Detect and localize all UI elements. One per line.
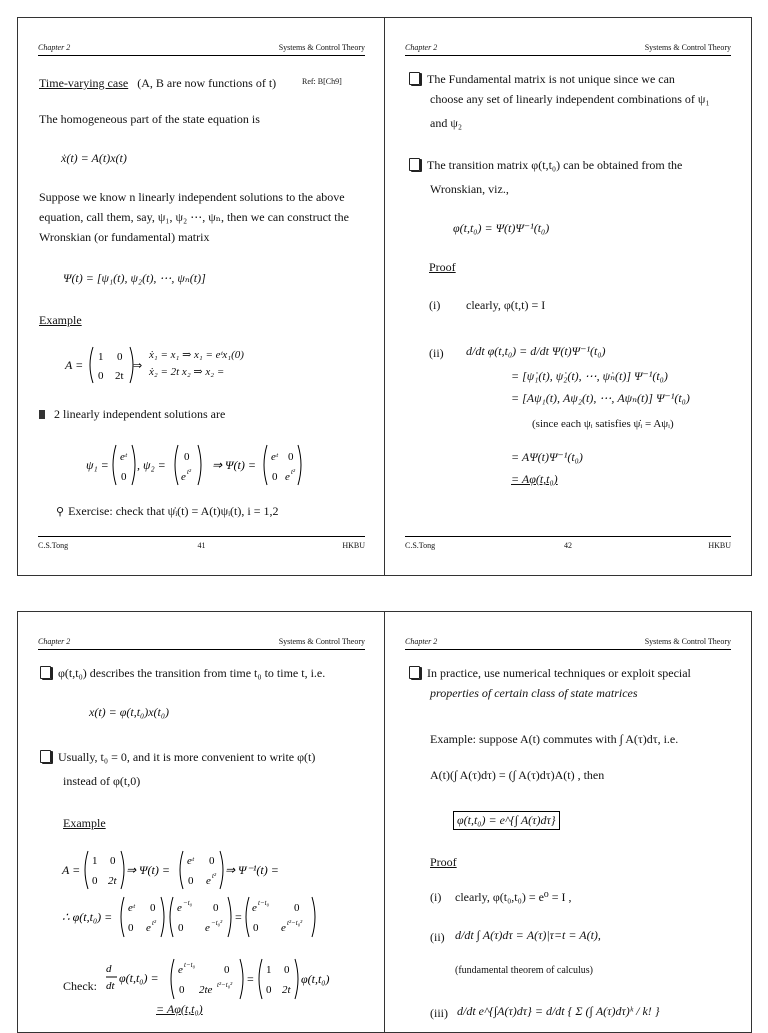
svg-text:φ(t,t₀) =: φ(t,t₀) =: [119, 971, 159, 985]
svg-text:0: 0: [213, 902, 219, 914]
equation-x1: ẋ₁ = x₁ ⇒ x₁ = eᵗx₁(0): [149, 349, 244, 361]
org-label: HKBU: [342, 541, 365, 550]
svg-text:−t₀: −t₀: [183, 899, 193, 907]
svg-text:=: =: [235, 910, 242, 924]
solution-vectors-svg: [86, 442, 301, 488]
bullet-text: Usually, t₀ = 0, and it is more convenient to write φ(t): [58, 750, 316, 764]
svg-text:0: 0: [92, 875, 98, 887]
svg-text:t²: t²: [187, 468, 192, 476]
derivation-result: = Aφ(t,t₀): [511, 472, 558, 486]
svg-text:=: =: [247, 972, 254, 986]
derivation-line: d/dt φ(t,t₀) = d/dt Ψ(t)Ψ⁻¹(t₀): [466, 344, 606, 358]
svg-text:0: 0: [179, 984, 185, 996]
derivation-line: = [ψ̇₁(t), ψ̇₂(t), ⋯, ψ̇ₙ(t)] Ψ⁻¹(t₀): [511, 369, 668, 383]
svg-text:−t₀²: −t₀²: [211, 919, 223, 927]
proof-step-text: d/dt e^{∫A(τ)dτ} = d/dt { Σ (∫ A(τ)dτ)ᵏ / k! }: [457, 1004, 660, 1018]
slide-header: [405, 637, 731, 650]
svg-text:A =: A =: [65, 358, 84, 372]
svg-text:e: e: [146, 922, 151, 934]
chapter-label: Chapter 2: [38, 43, 71, 52]
svg-text:eᵗ: eᵗ: [187, 855, 194, 867]
section-title: Time-varying case: [39, 76, 129, 90]
section-title-note: (A, B are now functions of t): [137, 76, 277, 90]
check-equation: [106, 956, 336, 1006]
equation-x2: ẋ₂ = 2t x₂ ⇒ x₂ =: [149, 366, 225, 378]
svg-text:e: e: [206, 875, 211, 887]
slide-44: [384, 611, 752, 1033]
proof-heading: Proof: [429, 260, 456, 274]
svg-text:⇒ Ψ(t) =: ⇒ Ψ(t) =: [212, 458, 256, 472]
slide-footer: [405, 536, 731, 551]
course-label: Systems & Control Theory: [644, 43, 731, 52]
exercise-text: Exercise: check that ψ̇ᵢ(t) = A(t)ψᵢ(t), i = 1,2: [68, 504, 279, 518]
example-matrices-row2: [62, 894, 327, 944]
check-result: = Aφ(t,t₀): [156, 1002, 203, 1016]
proof-note: (fundamental theorem of calculus): [455, 965, 593, 976]
page-number: 41: [197, 541, 206, 550]
proof-step-text: clearly, φ(t,t) = I: [466, 298, 546, 312]
svg-text:0: 0: [188, 875, 194, 887]
proof-step-label: (i): [430, 890, 442, 904]
svg-text:t²: t²: [212, 872, 217, 880]
proof-step-text: d/dt ∫ A(τ)dτ = A(τ)|τ=t = A(t),: [455, 928, 601, 942]
proof-heading: Proof: [430, 855, 457, 869]
svg-text:t²: t²: [152, 919, 157, 927]
svg-text:∴ φ(t,t₀) =: ∴ φ(t,t₀) =: [62, 910, 113, 924]
author-label: C.S.Tong: [405, 541, 436, 550]
svg-text:0: 0: [178, 922, 184, 934]
bullet-icon: [40, 666, 51, 679]
svg-text:0: 0: [284, 964, 290, 976]
example-heading: Example: [39, 313, 82, 327]
matrix-a: [65, 344, 143, 390]
svg-text:t−t₀: t−t₀: [258, 899, 270, 907]
example-text: A(t)(∫ A(τ)dτ) = (∫ A(τ)dτ)A(t) , then: [430, 768, 605, 782]
bullet-text: The Fundamental matrix is not unique since we can: [427, 72, 675, 86]
org-label: HKBU: [708, 541, 731, 550]
bullet-text: instead of φ(t,0): [63, 774, 141, 788]
slide-header: [38, 43, 365, 56]
paragraph: Suppose we know n linearly independent solutions to the above: [39, 190, 345, 204]
svg-text:eᵗ: eᵗ: [271, 451, 278, 463]
paragraph: Wronskian (or fundamental) matrix: [39, 230, 210, 244]
svg-text:d: d: [106, 963, 112, 975]
check-equation-svg: [106, 956, 336, 1002]
svg-text:t−t₀: t−t₀: [184, 961, 196, 969]
slide-42: [384, 17, 752, 576]
example-matrices-row1-svg: [62, 848, 292, 892]
svg-text:2t: 2t: [282, 984, 291, 996]
svg-text:e: e: [252, 902, 257, 914]
bullet-icon: [409, 158, 420, 171]
paragraph: The homogeneous part of the state equation is: [39, 112, 260, 126]
svg-text:0: 0: [117, 351, 123, 363]
svg-text:0: 0: [184, 451, 190, 463]
svg-text:0: 0: [224, 964, 230, 976]
course-label: Systems & Control Theory: [278, 43, 365, 52]
bullet-text: and ψ₂: [430, 116, 463, 130]
slide-41: [17, 17, 386, 576]
bullet-text: In practice, use numerical techniques or exploit special: [427, 666, 691, 680]
svg-text:0: 0: [128, 922, 134, 934]
chapter-label: Chapter 2: [38, 637, 71, 646]
wronskian-equation: Ψ(t) = [ψ₁(t), ψ₂(t), ⋯, ψₙ(t)]: [63, 271, 206, 285]
example-heading: Example: [63, 816, 106, 830]
pin-icon: ⚲: [56, 506, 65, 518]
reference: Ref: B[Ch9]: [302, 77, 342, 86]
svg-text:e: e: [285, 471, 290, 483]
svg-text:0: 0: [288, 451, 294, 463]
svg-text:⇒: ⇒: [133, 360, 143, 372]
author-label: C.S.Tong: [38, 541, 69, 550]
svg-text:2te: 2te: [199, 984, 213, 996]
svg-text:0: 0: [150, 902, 156, 914]
svg-text:1: 1: [92, 855, 98, 867]
svg-text:t²−t₀²: t²−t₀²: [287, 919, 303, 927]
example-matrices-row1: [62, 848, 292, 896]
slide-footer: [38, 536, 365, 551]
proof-step-label: (ii): [429, 346, 444, 360]
svg-text:e: e: [205, 922, 210, 934]
svg-text:t²: t²: [291, 468, 296, 476]
svg-text:2t: 2t: [108, 875, 117, 887]
slide-43: [17, 611, 386, 1033]
bullet-text: φ(t,t₀) describes the transition from time t₀ to time t, i.e.: [58, 666, 326, 680]
check-label: Check:: [63, 979, 97, 993]
page-number: 42: [564, 541, 572, 550]
proof-step-label: (i): [429, 298, 441, 312]
svg-text:ψ₁ =: ψ₁ =: [86, 458, 109, 472]
proof-step-label: (ii): [430, 930, 445, 944]
derivation-note: (since each ψᵢ satisfies ψ̇ᵢ = Aψᵢ): [532, 418, 674, 430]
svg-text:φ(t,t₀): φ(t,t₀): [301, 972, 330, 986]
svg-text:2t: 2t: [115, 370, 124, 382]
bullet-text: The transition matrix φ(t,t₀) can be obtained from the: [427, 158, 683, 172]
svg-text:dt: dt: [106, 980, 115, 992]
svg-text:⇒ Ψ⁻¹(t) =: ⇒ Ψ⁻¹(t) =: [225, 863, 279, 877]
bullet-text: Wronskian, viz.,: [430, 182, 509, 196]
bullet-text: choose any set of linearly independent combinations of ψ₁: [430, 92, 710, 106]
course-label: Systems & Control Theory: [278, 637, 365, 646]
slide-header: [405, 43, 731, 56]
svg-text:0: 0: [253, 922, 259, 934]
slide-header: [38, 637, 365, 650]
chapter-label: Chapter 2: [405, 637, 438, 646]
bullet-icon: [40, 750, 51, 763]
transition-equation: φ(t,t₀) = Ψ(t)Ψ⁻¹(t₀): [453, 221, 550, 235]
svg-text:eᵗ: eᵗ: [128, 902, 135, 914]
paragraph: 2 linearly independent solutions are: [54, 407, 226, 421]
example-text: Example: suppose A(t) commutes with ∫ A(τ)dτ, i.e.: [430, 732, 679, 746]
derivation-line: = AΨ(t)Ψ⁻¹(t₀): [511, 450, 583, 464]
svg-text:0: 0: [209, 855, 215, 867]
example-matrices-row2-svg: [62, 894, 327, 940]
svg-text:0: 0: [266, 984, 272, 996]
svg-text:e: e: [177, 902, 182, 914]
svg-text:e: e: [181, 471, 186, 483]
svg-text:eᵗ: eᵗ: [120, 451, 127, 463]
bullet-text: properties of certain class of state matrices: [430, 686, 638, 700]
boxed-formula: φ(t,t₀) = e^{∫ A(τ)dτ}: [453, 811, 560, 830]
solution-vectors: [86, 442, 301, 492]
state-transition-equation: x(t) = φ(t,t₀)x(t₀): [89, 705, 170, 719]
svg-text:e: e: [281, 922, 286, 934]
svg-text:⇒ Ψ(t) =: ⇒ Ψ(t) =: [126, 863, 170, 877]
course-label: Systems & Control Theory: [644, 637, 731, 646]
svg-text:t²−t₀²: t²−t₀²: [217, 981, 233, 989]
proof-step-label: (iii): [430, 1006, 448, 1020]
state-equation: ẋ(t) = A(t)x(t): [61, 151, 127, 165]
svg-text:1: 1: [266, 964, 272, 976]
calculator-icon: [39, 410, 45, 419]
bullet-icon: [409, 72, 420, 85]
svg-text:0: 0: [121, 471, 127, 483]
svg-text:, ψ₂ =: , ψ₂ =: [137, 458, 166, 472]
bullet-icon: [409, 666, 420, 679]
paragraph: equation, call them, say, ψ₁, ψ₂ ⋯, ψₙ, then we can construct the: [39, 210, 349, 224]
svg-text:1: 1: [98, 351, 104, 363]
matrix-a-svg: [65, 344, 143, 386]
derivation-line: = [Aψ₁(t), Aψ₂(t), ⋯, Aψₙ(t)] Ψ⁻¹(t₀): [511, 391, 690, 405]
svg-text:0: 0: [272, 471, 278, 483]
svg-text:0: 0: [98, 370, 104, 382]
chapter-label: Chapter 2: [405, 43, 438, 52]
svg-text:0: 0: [110, 855, 116, 867]
svg-text:A =: A =: [62, 863, 81, 877]
svg-text:0: 0: [294, 902, 300, 914]
proof-step-text: clearly, φ(t₀,t₀) = e⁰ = I ,: [455, 890, 572, 904]
svg-text:e: e: [178, 964, 183, 976]
